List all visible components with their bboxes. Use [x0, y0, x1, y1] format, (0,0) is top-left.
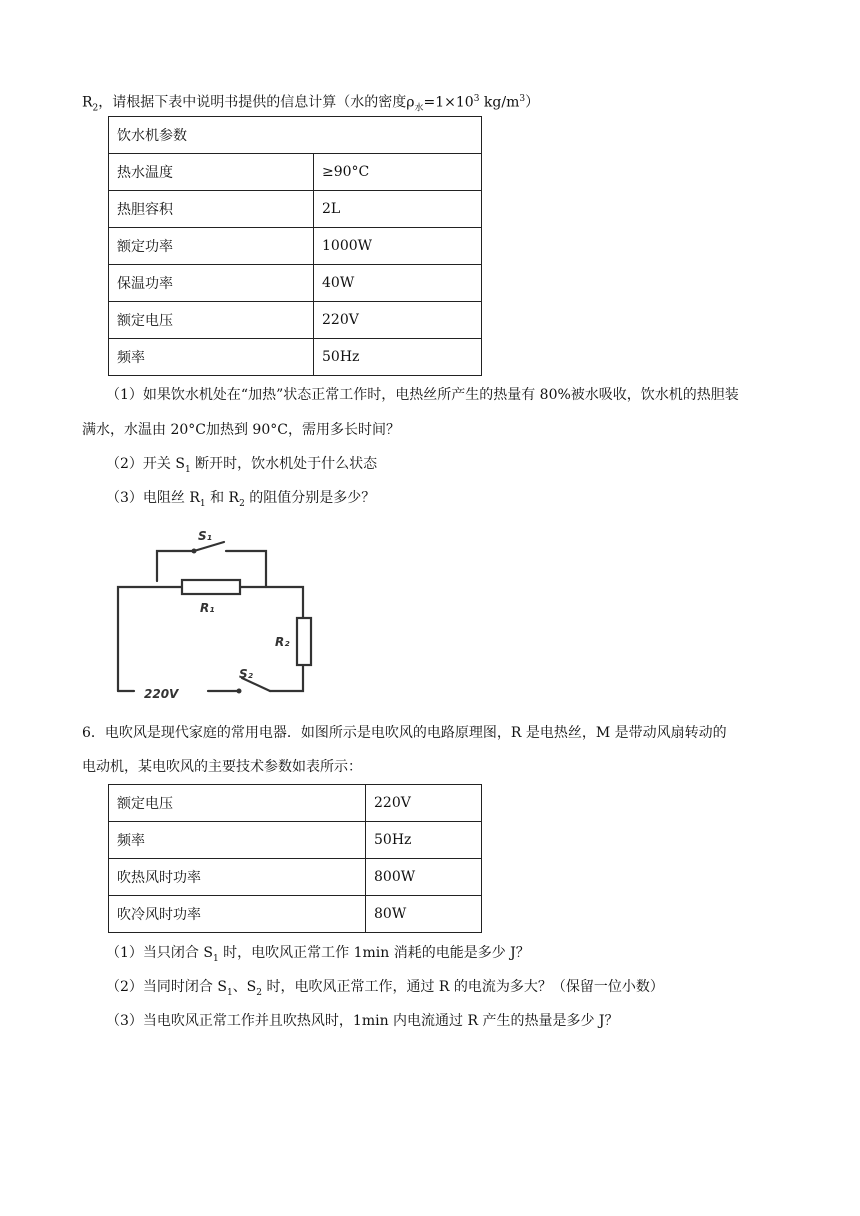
q5-intro-text: ，请根据下表中说明书提供的信息计算（水的密度ρ	[98, 94, 415, 111]
circuit-label-r1: R₁	[200, 601, 215, 615]
resistor-r1	[182, 580, 240, 594]
circuit-label-voltage: 220V	[144, 687, 179, 701]
table-row	[109, 154, 482, 191]
table-cell-value: 800W	[366, 859, 482, 896]
q6-sub2-a: （2）当同时闭合 S	[106, 979, 227, 995]
table-cell-label: 热水温度	[109, 154, 314, 191]
q5-sub3-b: 和 R	[205, 490, 240, 506]
q5-sub1-line2: 满水，水温由 20°C加热到 90°C，需用多长时间？	[82, 422, 400, 438]
circuit-label-r2: R₂	[275, 635, 290, 649]
table-cell-label: 额定电压	[109, 785, 366, 822]
q5-sub2-b: 断开时，饮水机处于什么状态	[190, 456, 378, 472]
table-cell-value: 50Hz	[314, 339, 482, 376]
q5-table-title: 饮水机参数	[109, 117, 482, 154]
q5-intro-eq: =1×10	[423, 94, 474, 111]
circuit-wire-s1-left	[157, 551, 194, 581]
q6-sub1-b: 时，电吹风正常工作 1min 消耗的电能是多少 J？	[218, 945, 530, 961]
q5-sub2-a: （2）开关 S	[106, 456, 185, 472]
q6-sub2-sub1: 1	[226, 987, 233, 998]
q6-param-table	[108, 784, 482, 933]
q5-sub3	[106, 488, 375, 514]
q5-sub3-c: 的阻值分别是多少？	[244, 490, 376, 506]
table-cell-value: 80W	[366, 896, 482, 933]
q6-intro-line2: 电动机，某电吹风的主要技术参数如表所示：	[82, 759, 362, 775]
table-cell-label: 额定功率	[109, 228, 314, 265]
table-row	[109, 302, 482, 339]
table-cell-label: 吹冷风时功率	[109, 896, 366, 933]
q6-sub2-sub2: 2	[256, 987, 263, 998]
circuit-wire-left	[118, 587, 182, 691]
q6-sub2	[106, 977, 664, 1003]
table-cell-label: 保温功率	[109, 265, 314, 302]
table-cell-value: 2L	[314, 191, 482, 228]
table-row	[109, 859, 482, 896]
q6-sub2-c: 时，电吹风正常工作，通过 R 的电流为多大？（保留一位小数）	[262, 979, 664, 995]
q6-sub2-b: 、S	[232, 979, 257, 995]
table-cell-value: 40W	[314, 265, 482, 302]
table-cell-value: ≥90°C	[314, 154, 482, 191]
q5-intro-unit-exp: 3	[519, 94, 526, 104]
table-cell-value: 1000W	[314, 228, 482, 265]
q5-intro-r-sub: 2	[92, 103, 99, 114]
resistor-r2	[297, 618, 311, 665]
table-cell-value: 220V	[366, 785, 482, 822]
circuit-wire-bottom-right	[270, 665, 303, 691]
q5-intro-unit: kg/m	[479, 94, 520, 111]
table-cell-label: 频率	[109, 339, 314, 376]
q5-sub3-sub2: 2	[239, 498, 245, 509]
circuit-diagram	[108, 515, 328, 705]
table-row	[109, 785, 482, 822]
table-cell-value: 220V	[314, 302, 482, 339]
table-cell-value: 50Hz	[366, 822, 482, 859]
table-row	[109, 265, 482, 302]
circuit-node-s2	[237, 689, 242, 694]
table-row	[109, 228, 482, 265]
circuit-node-s1	[192, 549, 197, 554]
table-cell-label: 频率	[109, 822, 366, 859]
circuit-label-s1: S₁	[198, 529, 212, 543]
q6-sub1-sub: 1	[212, 953, 219, 964]
q5-sub3-sub1: 1	[199, 498, 206, 509]
q5-sub3-a: （3）电阻丝 R	[106, 490, 200, 506]
table-cell-label: 吹热风时功率	[109, 859, 366, 896]
table-row	[109, 117, 482, 154]
circuit-wire-top-right	[240, 587, 303, 618]
q5-sub2-sub: 1	[184, 464, 191, 475]
table-row	[109, 191, 482, 228]
q5-intro-close: ）	[525, 94, 540, 111]
q5-param-table	[108, 116, 482, 376]
q6-sub1-a: （1）当只闭合 S	[106, 945, 213, 961]
q6-sub3: （3）当电吹风正常工作并且吹热风时，1min 内电流通过 R 产生的热量是多少 J？	[106, 1013, 619, 1029]
table-row	[109, 822, 482, 859]
q5-intro-r: R	[82, 94, 93, 111]
table-row	[109, 339, 482, 376]
table-cell-label: 热胆容积	[109, 191, 314, 228]
q5-intro-exp: 3	[473, 94, 480, 104]
q5-intro	[82, 89, 539, 118]
q6-intro-line1: 6．电吹风是现代家庭的常用电器．如图所示是电吹风的电路原理图，R 是电热丝，M 是带动风扇转动的	[82, 725, 727, 741]
circuit-switch-s1	[194, 542, 224, 551]
table-row	[109, 896, 482, 933]
q5-intro-rho-sub: 水	[414, 103, 424, 114]
q5-sub2	[106, 454, 377, 480]
q5-sub1-line1: （1）如果饮水机处在“加热”状态正常工作时，电热丝所产生的热量有 80%被水吸收，饮水机的热胆装	[106, 387, 739, 403]
table-cell-label: 额定电压	[109, 302, 314, 339]
q6-sub1	[106, 943, 530, 969]
circuit-label-s2: S₂	[239, 667, 253, 681]
